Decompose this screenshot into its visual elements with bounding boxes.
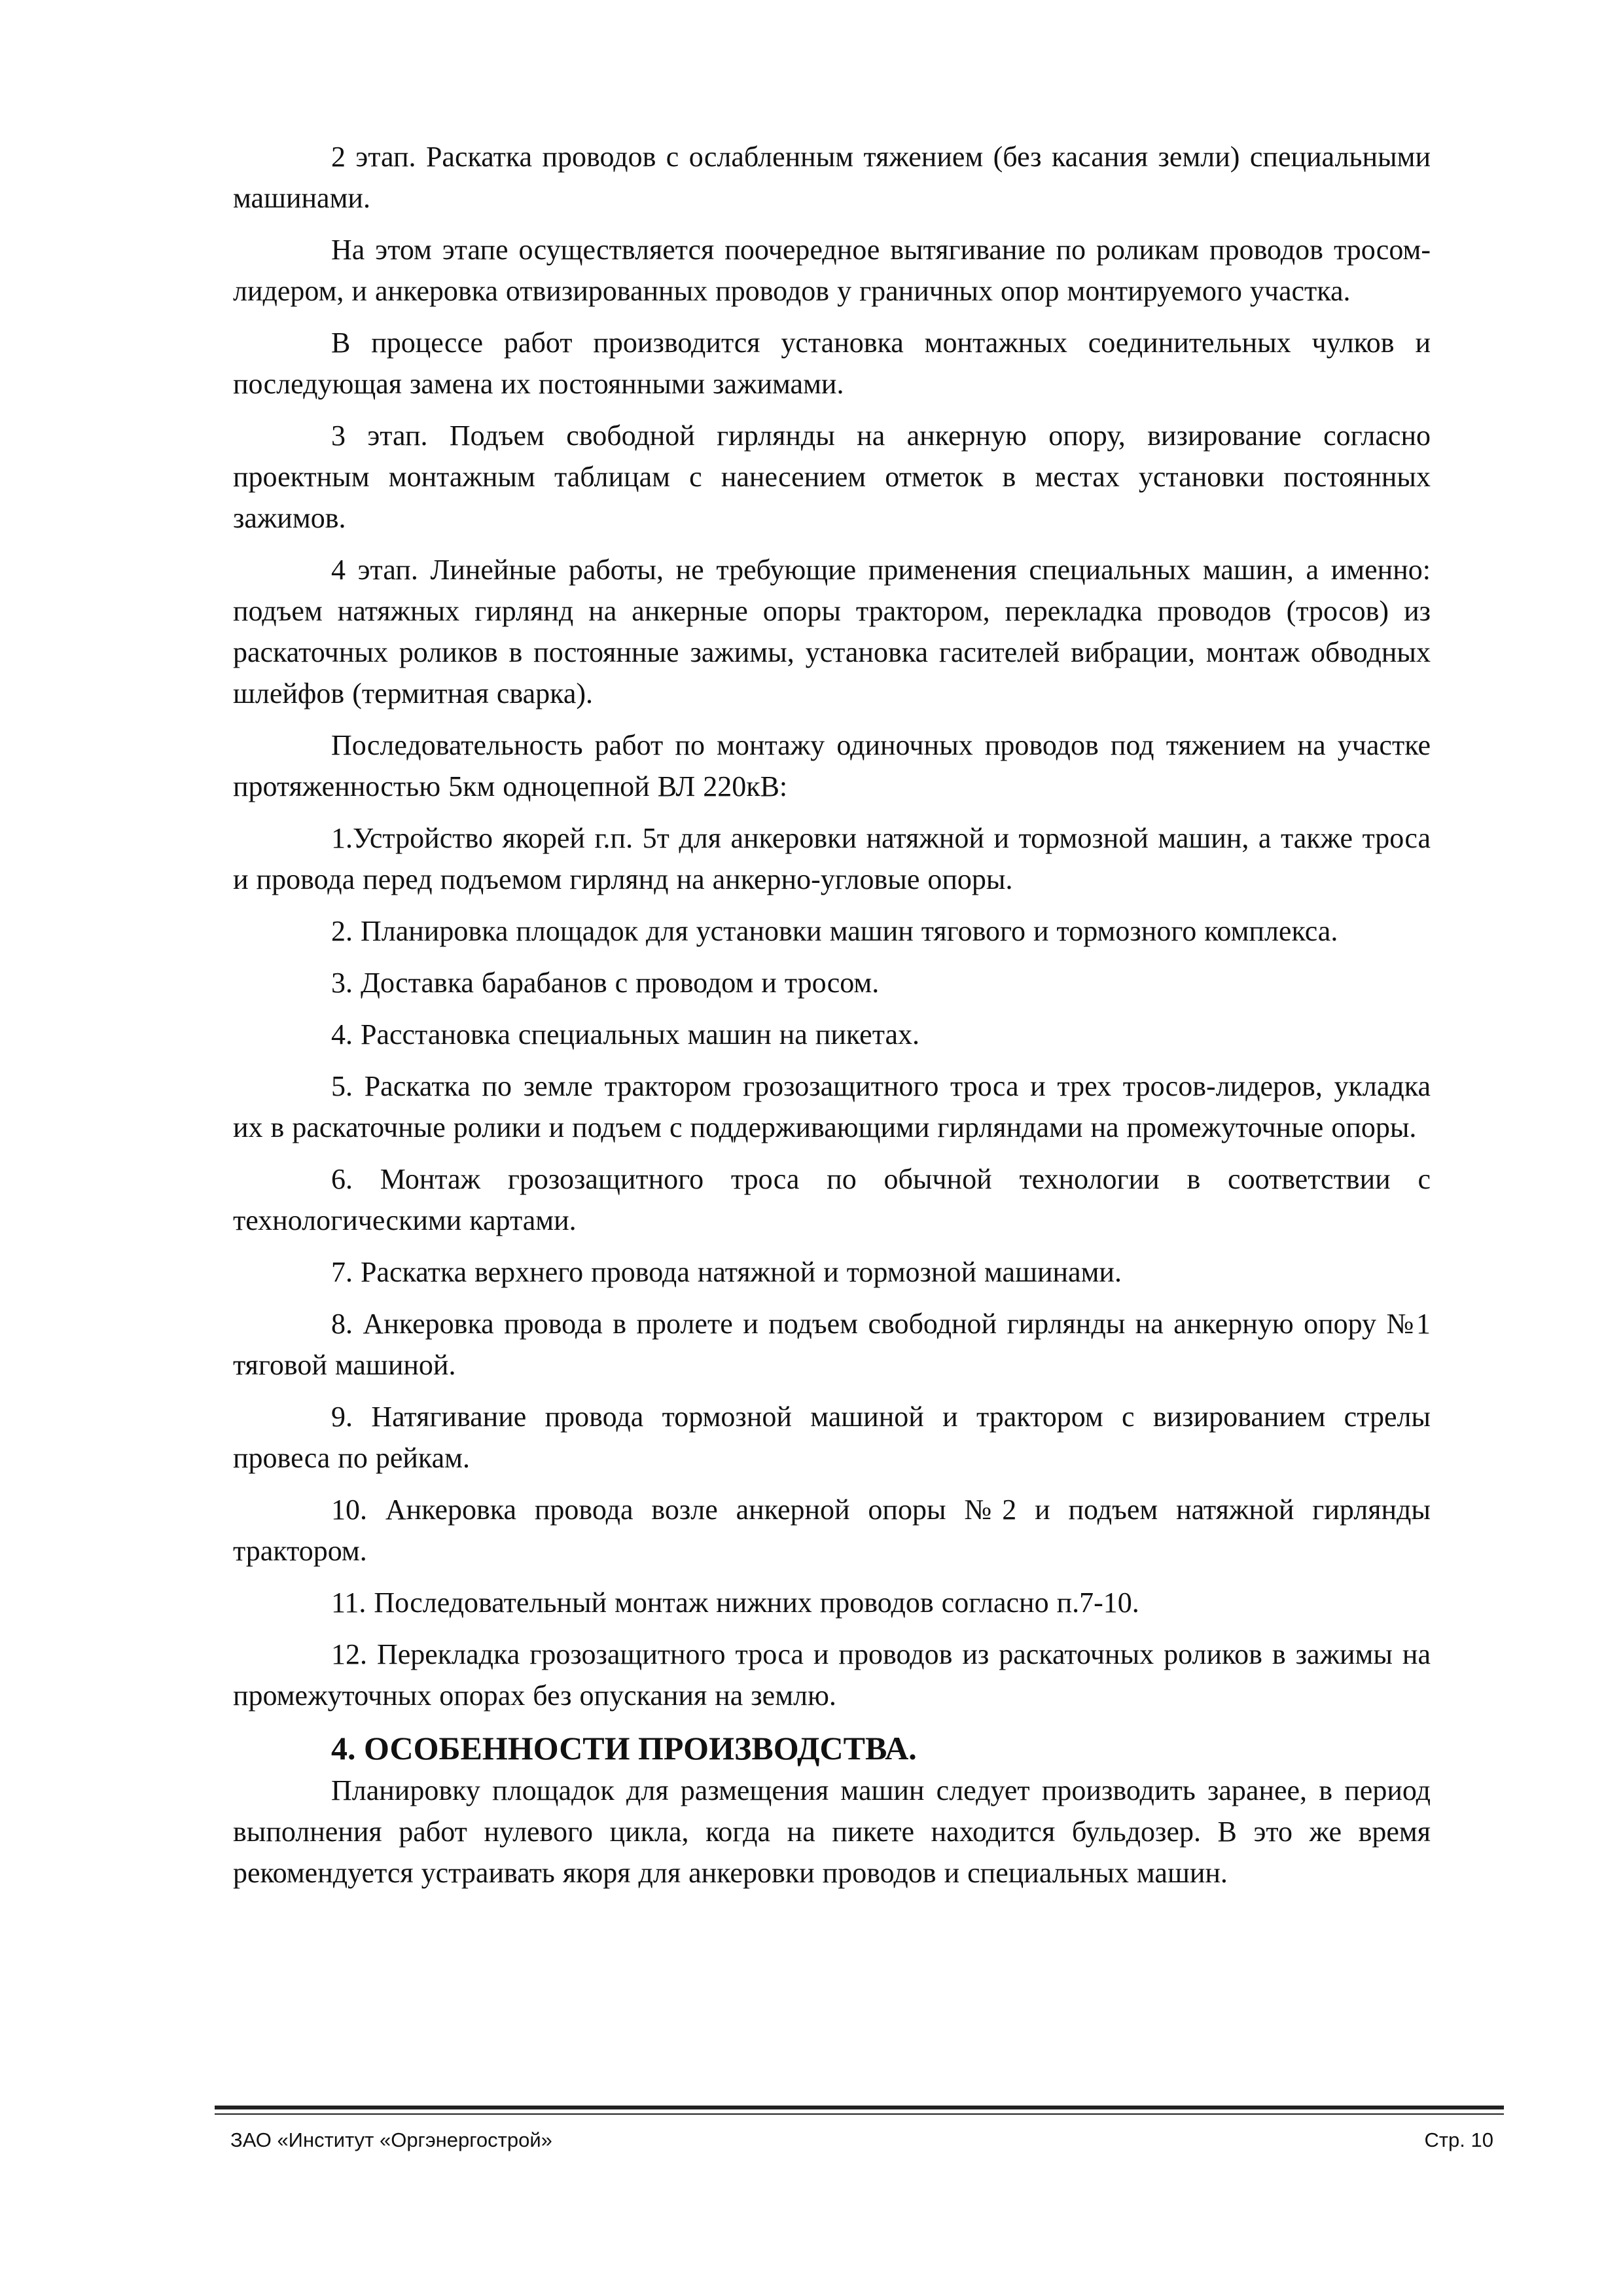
paragraph-stage-2-clamps: В процессе работ производится установка монтажных соединительных чулков и последующая замена их постоянными зажимами. (233, 327, 1431, 400)
document-body (233, 136, 1431, 1904)
footer-organization: ЗАО «Институт «Оргэнергострой» (230, 2128, 552, 2151)
list-item-3: 3. Доставка барабанов с проводом и тросом. (331, 967, 880, 999)
list-item-11: 11. Последовательный монтаж нижних проводов согласно п.7-10. (331, 1587, 1139, 1619)
list-item-2: 2. Планировка площадок для установки машин тягового и тормозного комплекса. (331, 915, 1338, 947)
list-item-8: 8. Анкеровка провода в пролете и подъем свободной гирлянды на анкерную опору №1 тяговой машиной. (233, 1308, 1431, 1381)
section-paragraph: Планировку площадок для размещения машин следует производить заранее, в период выполнения работ нулевого цикла, когда на пикете находится бульдозер. В это же время рекомендуется устраивать якоря для анкеровки проводов и специальных машин. (233, 1774, 1431, 1889)
paragraph-stage-2-details: На этом этапе осуществляется поочередное вытягивание по роликам проводов тросом-лидером, и анкеровка отвизированных проводов у граничных опор монтируемого участка. (233, 234, 1431, 307)
paragraph-stage-3: 3 этап. Подъем свободной гирлянды на анкерную опору, визирование согласно проектным монтажным таблицам с нанесением отметок в местах установки постоянных зажимов. (233, 420, 1431, 534)
footer-divider-thick (215, 2106, 1504, 2109)
list-item-1: 1.Устройство якорей г.п. 5т для анкеровки натяжной и тормозной машин, а также троса и провода перед подъемом гирлянд на анкерно-угловые опоры. (233, 822, 1431, 895)
page-footer (230, 2127, 1493, 2153)
paragraph-stage-4: 4 этап. Линейные работы, не требующие применения специальных машин, а именно: подъем натяжных гирлянд на анкерные опоры трактором, перекладка проводов (тросов) из раскаточных роликов в постоянные зажимы, установка гасителей вибрации, монтаж обводных шлейфов (термитная сварка). (233, 554, 1431, 709)
list-item-7: 7. Раскатка верхнего провода натяжной и тормозной машинами. (331, 1256, 1122, 1288)
paragraph-sequence-intro: Последовательность работ по монтажу одиночных проводов под тяжением на участке протяженностью 5км одноцепной ВЛ 220кВ: (233, 729, 1431, 802)
list-item-5: 5. Раскатка по земле трактором грозозащитного троса и трех тросов-лидеров, укладка их в раскаточные ролики и подъем с поддерживающими гирляндами на промежуточные опоры. (233, 1070, 1431, 1143)
list-item-6: 6. Монтаж грозозащитного троса по обычной технологии в соответствии с технологическими картами. (233, 1163, 1431, 1236)
list-item-9: 9. Натягивание провода тормозной машиной и трактором с визированием стрелы провеса по рейкам. (233, 1401, 1431, 1474)
footer-divider-thin (215, 2113, 1504, 2115)
section-title: ОСОБЕННОСТИ ПРОИЗВОДСТВА. (364, 1730, 917, 1767)
paragraph-stage-2: 2 этап. Раскатка проводов с ослабленным тяжением (без касания земли) специальными машинами. (233, 141, 1431, 214)
list-item-10: 10. Анкеровка провода возле анкерной опоры №2 и подъем натяжной гирлянды трактором. (233, 1494, 1431, 1567)
section-number: 4. (331, 1730, 356, 1767)
footer-page-number: Стр. 10 (1424, 2128, 1493, 2151)
section-heading (233, 1727, 1431, 1770)
list-item-4: 4. Расстановка специальных машин на пикетах. (331, 1018, 919, 1050)
list-item-12: 12. Перекладка грозозащитного троса и проводов из раскаточных роликов в зажимы на промежуточных опорах без опускания на землю. (233, 1638, 1431, 1712)
